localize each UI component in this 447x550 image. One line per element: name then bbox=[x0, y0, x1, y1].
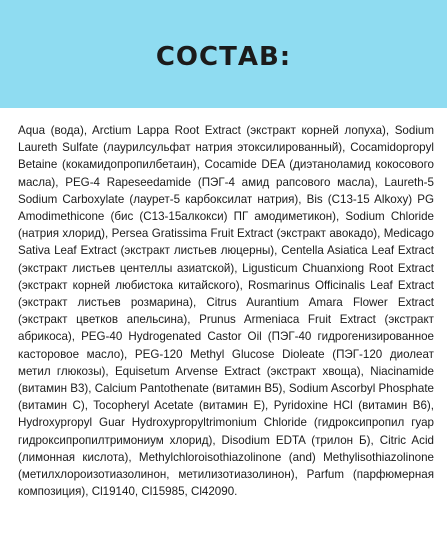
composition-text: Aqua (вода), Arctium Lappa Root Extract (экстракт корней лопуха), Sodium Laureth Sulfate (лаурилсульфат натрия этоксилированный), Cocamidopropyl Betaine (кокамидопропилбетаин), Cocamide DEA (диэтаноламид кокосового масла), PEG-4 Rapeseedamide (ПЭГ-4 амид рапсового масла), Laureth-5 Sodium Carboxylate (лаурет-5 карбоксилат натрия), Bis (C13-15 Alkoxy) PG Amodimethicone (бис (C13-15алкокси) ПГ амодиметикон), Sodium Chloride (натрия хлорид), Persea Gratissima Fruit Extract (экстракт авокадо), Medicago Sativa Leaf Extract (экстракт листьев люцерны), Centella Asiatica Leaf Extract (экстракт листьев центеллы азиатской), Ligusticum Chuanxiong Root Extract (экстракт корней любистока китайского), Rosmarinus Officinalis Leaf Extract (экстракт листьев розмарина), Citrus Aurantium Amara Flower Extract (экстракт цветков апельсина), Prunus Armeniaca Fruit Extract (экстракт абрикоса), PEG-40 Hydrogenated Castor Oil (ПЭГ-40 гидрогенизированное касторовое масло), PEG-120 Methyl Glucose Dioleate (ПЭГ-120 диолеат метил глюкозы), Equisetum Arvense Extract (экстракт хвоща), Niacinamide (витамин B3), Calcium Pantothenate (витамин B5), Sodium Ascorbyl Phosphate (витамин C), Tocopheryl Acetate (витамин E), Pyridoxine HCl (витамин B6), Hydroxypropyl Guar Hydroxypropyltrimonium Chloride (гидроксипропил гуар гидроксипропилтримониум хлорид), Disodium EDTA (трилон Б), Citric Acid (лимонная кислота), Methylchloroisothiazolinone (and) Methylisothiazolinone (метилхлороизотиазолинон, метилизотиазолинон), Parfum (парфюмерная композиция), Cl19140, Cl15985, Cl42090. bbox=[18, 124, 434, 499]
header-banner bbox=[0, 0, 447, 108]
page-title: СОСТАВ: bbox=[155, 42, 292, 72]
